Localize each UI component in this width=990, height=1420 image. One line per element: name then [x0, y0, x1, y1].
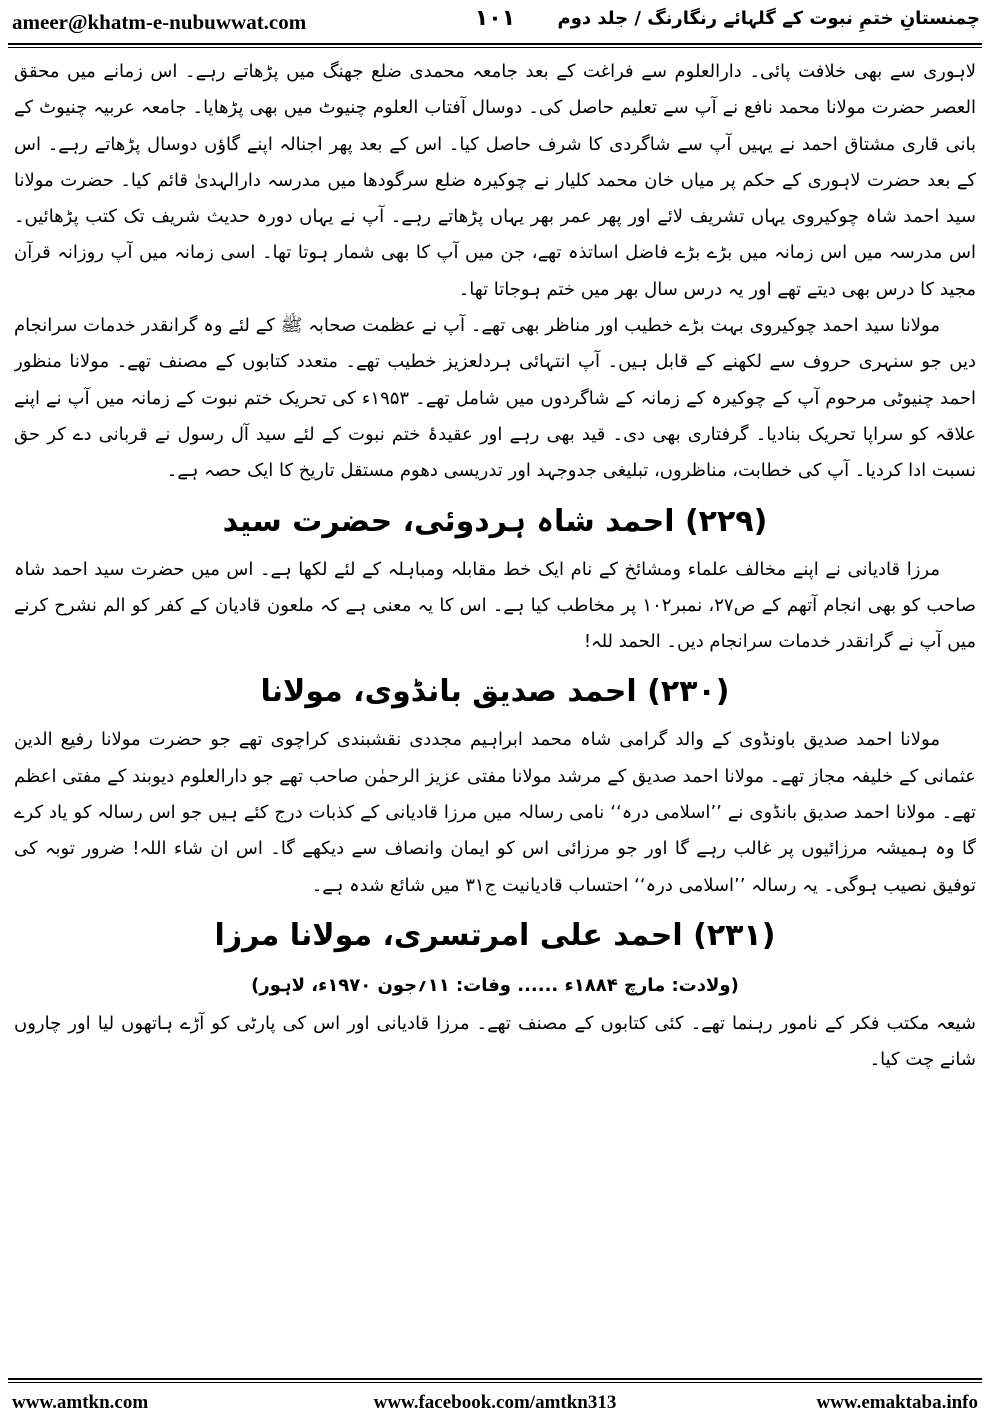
header-divider-thin	[8, 47, 982, 48]
footer-link-amtkn: www.amtkn.com	[12, 1392, 149, 1413]
page-body	[14, 54, 976, 1372]
paragraph-3: مرزا قادیانی نے اپنے مخالف علماء ومشائخ کے نام ایک خط مقابلہ ومباہلہ کے لئے لکھا ہے۔ اس میں حضرت سید احمد شاہ صاحب کو بھی انجام آتھم کے ص۲۷، نمبر۱۰۲ پر مخاطب کیا ہے۔ اس کا یہ معنی ہے کہ ملعون قادیان کے کفر کو الم نشرح کرنے میں آپ نے گرانقدر خدمات سرانجام دیں۔ الحمد للہ!	[14, 558, 976, 653]
section-heading-229: (۲۲۹) احمد شاہ ہردوئی، حضرت سید	[222, 503, 768, 539]
footer-link-emaktaba: www.emaktaba.info	[816, 1392, 978, 1413]
header-email: ameer@khatm-e-nubuwwat.com	[12, 10, 307, 34]
page-header	[0, 0, 990, 44]
footer-divider	[8, 1378, 982, 1380]
paragraph-5: شیعہ مکتب فکر کے نامور رہنما تھے۔ کئی کتابوں کے مصنف تھے۔ مرزا قادیانی اور اس کی پارٹی کو آڑے ہاتھوں لیا اور چاروں شانے چت کیا۔	[14, 1012, 976, 1071]
section-heading-230: (۲۳۰) احمد صدیق بانڈوی، مولانا	[260, 674, 730, 710]
header-divider	[8, 43, 982, 45]
book-title: چمنستانِ ختمِ نبوت کے گلہائے رنگارنگ / جلد دوم	[557, 8, 980, 29]
birth-death-dates: (ولادت: مارچ ۱۸۸۴ء ...... وفات: ۱۱؍جون ۱۹۷۰ء، لاہور)	[251, 974, 739, 996]
footer-link-facebook: www.facebook.com/amtkn313	[373, 1392, 617, 1413]
page-number: ۱۰۱	[474, 6, 516, 31]
section-heading-231: (۲۳۱) احمد علی امرتسری، مولانا مرزا	[214, 917, 776, 953]
paragraph-1: لاہوری سے بھی خلافت پائی۔ دارالعلوم سے فراغت کے بعد جامعہ محمدی ضلع جھنگ میں پڑھاتے رہے۔ اس زمانے میں محقق العصر حضرت مولانا محمد نافع نے آپ سے تعلیم حاصل کی۔ دوسال آفتاب العلوم چنیوٹ میں بھی پڑھایا۔ جامعہ عربیہ چنیوٹ کے بانی قاری مشتاق احمد نے یہیں آپ سے شاگردی کا شرف حاصل کیا۔ اس کے بعد پھر اجنالہ اپنے گاؤں دوسال پڑھاتے رہے۔ اس کے بعد حضرت لاہوری کے حکم پر میاں خان محمد کلیار نے چوکیرہ ضلع سرگودھا میں مدرسہ دارالہدیٰ قائم کیا۔ حضرت مولانا سید احمد شاہ چوکیروی یہاں تشریف لائے اور پھر عمر بھر یہاں پڑھاتے رہے۔ آپ نے یہاں دورہ حدیث شریف تک کتب پڑھائیں۔ اس مدرسہ میں اس زمانہ میں بڑے بڑے فاضل اساتذہ تھے، جن میں آپ کا بھی شمار ہوتا تھا۔ اسی زمانہ میں آپ روزانہ قرآن مجید کا درس بھی دیتے تھے اور یہ درس سال بھر میں ختم ہوجاتا تھا۔	[14, 61, 976, 300]
footer-divider-thin	[8, 1382, 982, 1383]
page-footer	[0, 1384, 990, 1420]
paragraph-2: مولانا سید احمد چوکیروی بہت بڑے خطیب اور مناظر بھی تھے۔ آپ نے عظمت صحابہ ﷺ کے لئے وہ گرانقدر خدمات سرانجام دیں جو سنہری حروف سے لکھنے کے قابل ہیں۔ آپ انتہائی ہردلعزیز خطیب تھے۔ متعدد کتابوں کے مصنف تھے۔ مولانا منظور احمد چنیوٹی مرحوم آپ کے چوکیرہ کے زمانہ کے شاگردوں میں شامل تھے۔ ۱۹۵۳ء کی تحریک ختم نبوت کے زمانہ میں آپ نے اپنے علاقہ کو سراپا تحریک بنادیا۔ گرفتاری بھی دی۔ قید بھی رہے اور عقیدۂ ختم نبوت کے لئے سید آل رسول نے قربانی دے کر حق نسبت ادا کردیا۔ آپ کی خطابت، مناظروں، تبلیغی جدوجہد اور تدریسی دھوم مستقل تاریخ کا ایک حصہ ہے۔	[14, 315, 976, 482]
paragraph-4: مولانا احمد صدیق باونڈوی کے والد گرامی شاہ محمد ابراہیم مجددی نقشبندی کراچوی تھے جو حضرت مولانا رفیع الدین عثمانی کے خلیفہ مجاز تھے۔ مولانا احمد صدیق کے مرشد مولانا مفتی عزیز الرحمٰن صاحب تھے جو دارالعلوم دیوبند کے مفتی اعظم تھے۔ مولانا احمد صدیق بانڈوی نے ’’اسلامی درہ‘‘ نامی رسالہ میں مرزا قادیانی کے کذبات درج کئے ہیں جو اس رسالہ کو یاد کرے گا وہ ہمیشہ مرزائیوں پر غالب رہے گا اور جو مرزائی اس کو ایمان وانصاف سے دیکھے گا۔ اس ان شاء اللہ! ضرور توبہ کی توفیق نصیب ہوگی۔ یہ رسالہ ’’اسلامی درہ‘‘ احتساب قادیانیت ج۳۱ میں شائع شدہ ہے۔	[14, 729, 976, 896]
